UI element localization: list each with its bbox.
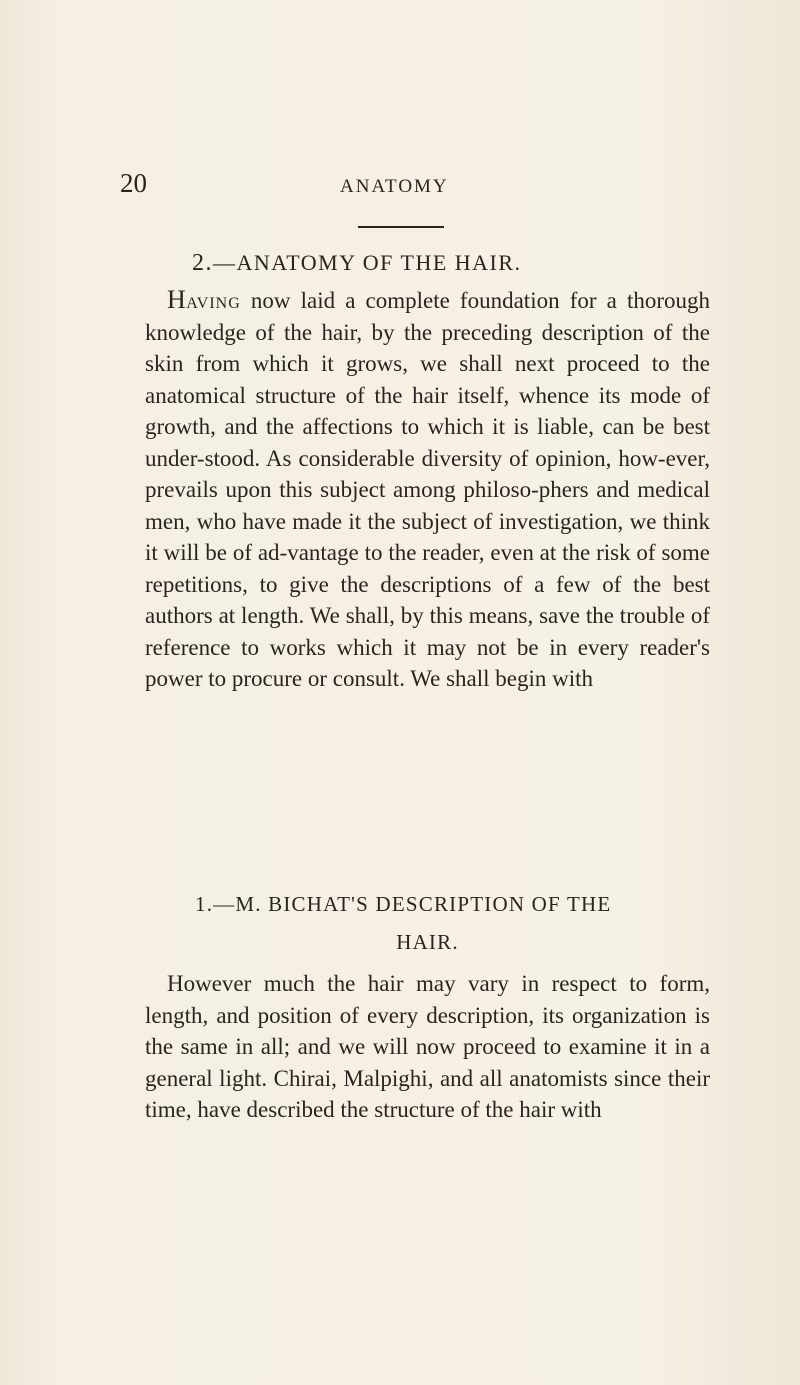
subsection-heading-line2: HAIR.: [396, 930, 459, 954]
page-number: 20: [120, 168, 147, 198]
section-dash: —: [213, 250, 237, 275]
subsection-heading: [145, 885, 710, 961]
section-heading: [192, 250, 522, 277]
lead-small-caps: aving: [186, 288, 241, 313]
drop-capital: H: [167, 285, 187, 314]
section-title: ANATOMY OF THE HAIR.: [236, 250, 522, 275]
running-head: ANATOMY: [340, 176, 449, 197]
paragraph-bichat: However much the hair may vary in respect to form, length, and position of every description, its organization is the same in all; and we will now proceed to examine it in a general light. Chirai, Malpighi, and all anatomists since their time, have described the structure of the hair with: [145, 971, 710, 1122]
header-rule: [358, 226, 444, 228]
paragraph-intro-text: now laid a complete foundation for a thorough knowledge of the hair, by the preceding description of the skin from which it grows, we shall next proceed to the anatomical structure of the hair itself, whence its mode of growth, and the affections to which it is liable, can be best under-stood. As considerable diversity of opinion, how-ever, prevails upon this subject among philoso-phers and medical men, who have made it the subject of investigation, we think it will be of ad-vantage to the reader, even at the risk of some repetitions, to give the descriptions of a few of the best authors at length. We shall, by this means, save the trouble of reference to works which it may not be in every reader's power to procure or consult. We shall begin with: [145, 288, 710, 691]
subsection-heading-line1: 1.—M. BICHAT'S DESCRIPTION OF THE: [195, 892, 612, 916]
section-number: 2.: [192, 250, 213, 276]
paragraph-intro: [145, 284, 710, 695]
